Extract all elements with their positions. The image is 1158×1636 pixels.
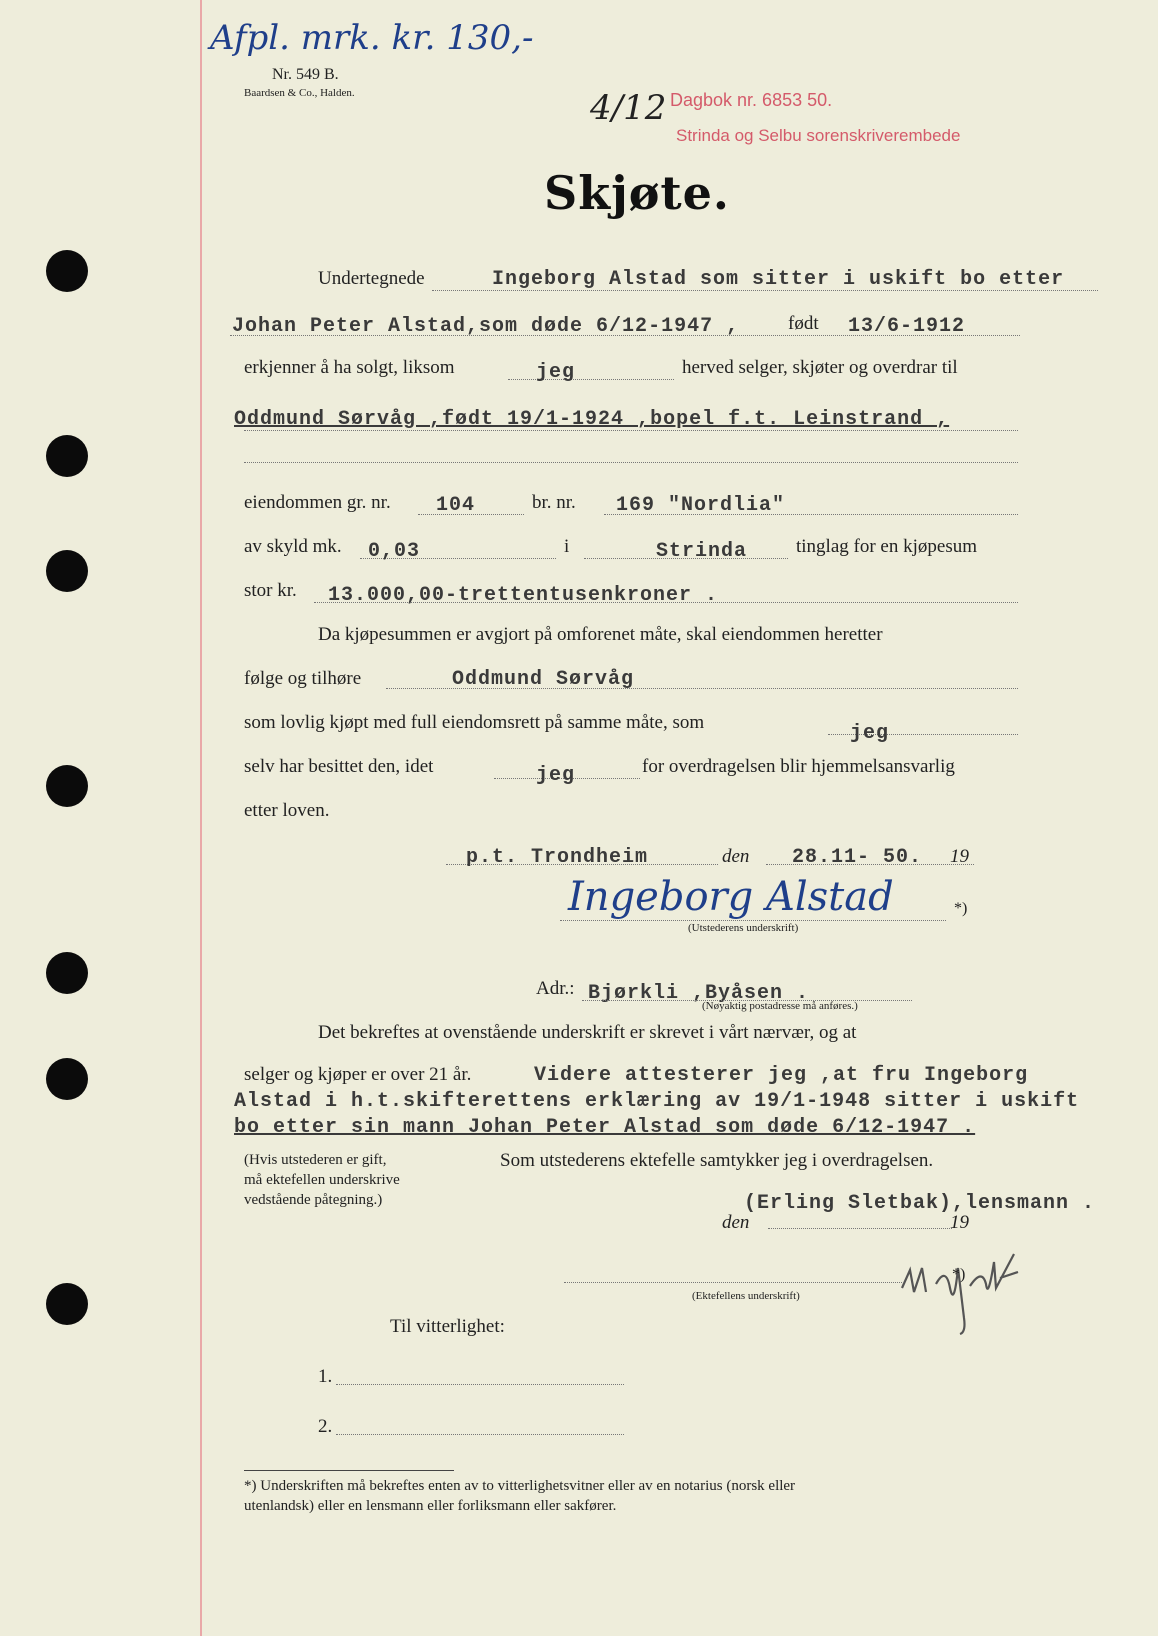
footnote-line-1: *) Underskriften må bekreftes enten av to vitterlighetsvitner eller av en notarius (norsk eller xyxy=(244,1478,796,1494)
attestation-typed-3 xyxy=(234,1116,975,1139)
signing-place: p.t. Trondheim xyxy=(466,846,649,869)
possessed-label: selv har besittet den, idet xyxy=(244,756,434,777)
binder-hole xyxy=(46,550,88,592)
attestation-typed-2: Alstad i h.t.skifterettens erklæring av 19/1-1948 sitter i uskift xyxy=(234,1090,1080,1113)
address-caption: (Nøyaktig postadresse må anføres.) xyxy=(702,1000,858,1012)
officer-initials-signature xyxy=(896,1248,1026,1338)
date-den-label: den xyxy=(722,846,750,867)
spouse-den-label: den xyxy=(722,1212,750,1233)
binder-hole xyxy=(46,250,88,292)
purchase-price: 13.000,00-trettentusenkroner . xyxy=(328,584,719,607)
acknowledge-label: erkjenner å ha solgt, liksom xyxy=(244,357,455,378)
margin-line xyxy=(200,0,202,1636)
binder-hole xyxy=(46,1058,88,1100)
binder-hole xyxy=(46,1283,88,1325)
attestation-line-1: Det bekreftes at ovenstående underskrift er skrevet i vårt nærvær, og at xyxy=(318,1022,857,1043)
signing-date: 28.11- 50. xyxy=(792,846,923,869)
property-gnr: 104 xyxy=(436,494,476,517)
new-owner: Oddmund Sørvåg xyxy=(452,668,635,691)
tax-value: 0,03 xyxy=(368,540,421,563)
pronoun-value: jeg xyxy=(536,361,576,384)
spouse-note-2: må ektefellen underskrive xyxy=(244,1172,400,1188)
witness-1-number: 1. xyxy=(318,1366,333,1387)
seller-signature: Ingeborg Alstad xyxy=(568,874,894,920)
born-label: født xyxy=(788,313,819,334)
document-title: Skjøte. xyxy=(544,166,730,220)
tax-value-label: av skyld mk. xyxy=(244,536,342,557)
address-value: Bjørkli ,Byåsen . xyxy=(588,982,810,1005)
district-label: tinglag for en kjøpesum xyxy=(796,536,977,557)
journal-stamp-number: Dagbok nr. 6853 50. xyxy=(670,90,833,110)
spouse-consent: Som utstederens ektefelle samtykker jeg i overdragelsen. xyxy=(500,1150,934,1171)
binder-hole xyxy=(46,952,88,994)
property-gnr-label: eiendommen gr. nr. xyxy=(244,492,391,513)
attestation-line-2: selger og kjøper er over 21 år. xyxy=(244,1064,472,1085)
lawful-purchase-text: som lovlig kjøpt med full eiendomsrett på samme måte, som xyxy=(244,712,705,733)
buyer-details-text: Oddmund Sørvåg ,født 19/1-1924 ,bopel f.t. Leinstrand , xyxy=(234,408,950,431)
belong-label: følge og tilhøre xyxy=(244,668,362,689)
signature-footnote-mark: *) xyxy=(954,900,968,917)
address-label: Adr.: xyxy=(536,978,575,999)
property-bnr: 169 "Nordlia" xyxy=(616,494,786,517)
pronoun-value-2: jeg xyxy=(850,722,890,745)
journal-stamp-office: Strinda og Selbu sorenskriverembede xyxy=(676,126,961,145)
witness-2-number: 2. xyxy=(318,1416,333,1437)
pronoun-value-3: jeg xyxy=(536,764,576,787)
binder-hole xyxy=(46,435,88,477)
handwritten-fee-note: Afpl. mrk. kr. 130,- xyxy=(210,18,534,58)
spouse-footnote-mark: *) xyxy=(952,1266,966,1283)
transfer-label: herved selger, skjøter og overdrar til xyxy=(682,357,958,378)
price-label: stor kr. xyxy=(244,580,297,601)
binder-hole xyxy=(46,765,88,807)
publisher: Baardsen & Co., Halden. xyxy=(244,87,355,99)
footnote-line-2: utenlandsk) eller en lensmann eller forliksmann eller sakfører. xyxy=(244,1498,617,1514)
seller-name: Ingeborg Alstad som sitter i uskift bo etter xyxy=(492,268,1065,291)
buyer-details xyxy=(234,408,949,431)
spouse-note-1: (Hvis utstederen er gift, xyxy=(244,1152,387,1168)
municipality: Strinda xyxy=(656,540,748,563)
in-label: i xyxy=(564,536,570,557)
attestation-typed-3-text: bo etter sin mann Johan Peter Alstad som døde 6/12-1947 . xyxy=(234,1116,976,1139)
handwritten-date-note: 4/12 xyxy=(590,88,667,128)
deceased-spouse: Johan Peter Alstad,som døde 6/12-1947 , xyxy=(232,315,740,338)
witness-label: Til vitterlighet: xyxy=(390,1316,505,1337)
spouse-note-3: vedstående påtegning.) xyxy=(244,1192,383,1208)
undersigned-label: Undertegnede xyxy=(318,268,425,289)
year-prefix: 19 xyxy=(950,846,969,867)
spouse-signature-caption: (Ektefellens underskrift) xyxy=(692,1290,800,1302)
form-number: Nr. 549 B. xyxy=(272,66,339,83)
footnote-rule xyxy=(244,1470,454,1471)
signature-caption: (Utstederens underskrift) xyxy=(688,922,799,934)
agreement-text: Da kjøpesummen er avgjort på omforenet måte, skal eiendommen heretter xyxy=(318,624,883,645)
seller-birthdate: 13/6-1912 xyxy=(848,315,966,338)
attestation-typed-1: Videre attesterer jeg ,at fru Ingeborg xyxy=(534,1064,1029,1087)
by-law-text: etter loven. xyxy=(244,800,330,821)
spouse-year-prefix: 19 xyxy=(950,1212,969,1233)
certifying-officer: (Erling Sletbak),lensmann . xyxy=(744,1192,1096,1215)
property-bnr-label: br. nr. xyxy=(532,492,576,513)
liability-label: for overdragelsen blir hjemmelsansvarlig xyxy=(642,756,955,777)
